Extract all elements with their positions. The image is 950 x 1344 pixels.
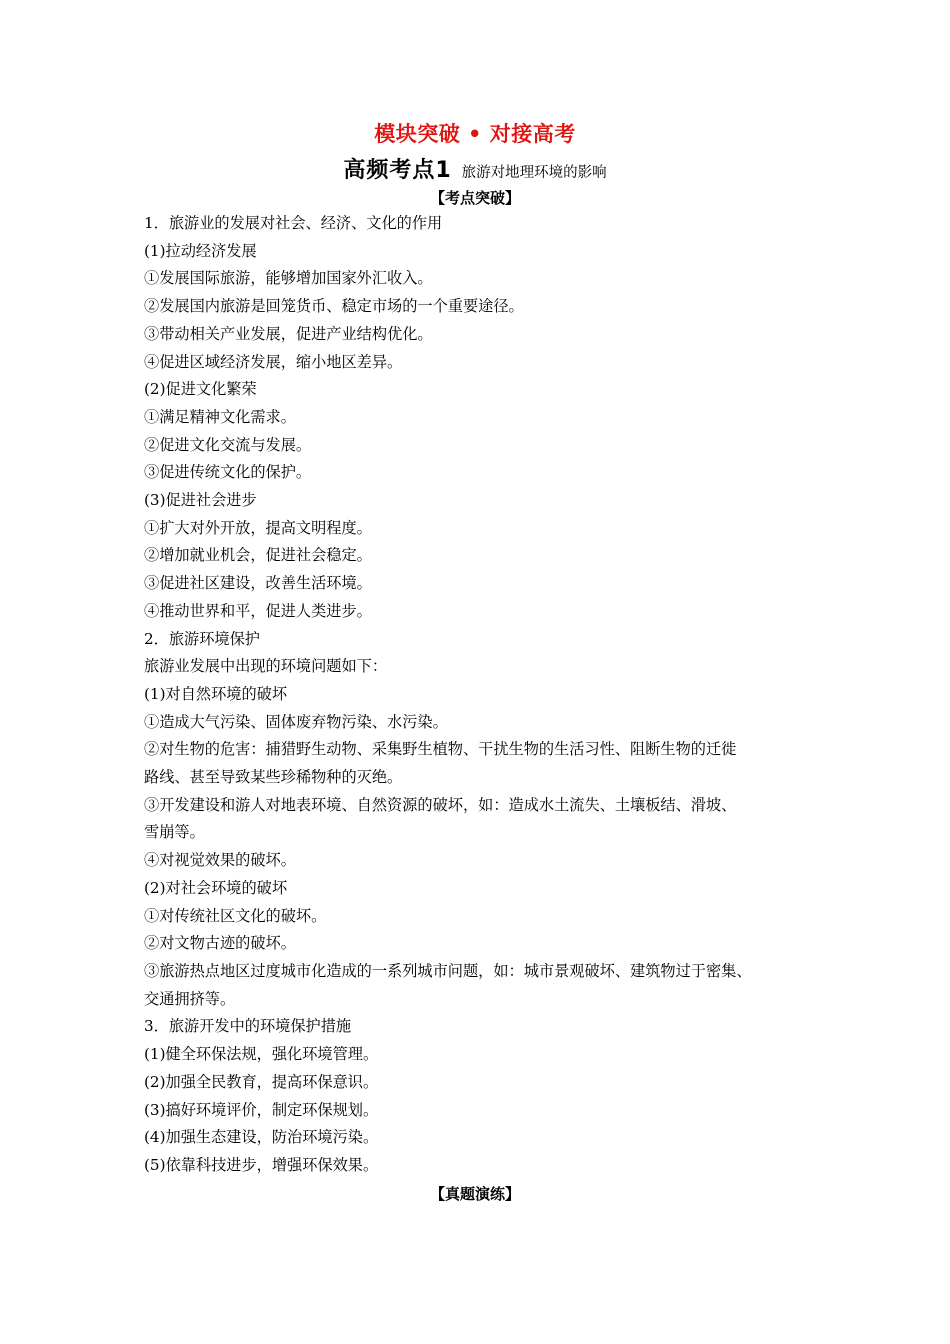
topic-label: 高频考点1	[343, 158, 452, 183]
text-line: (2)对社会环境的破坏	[144, 878, 288, 897]
text-line: 雪崩等。	[144, 823, 205, 842]
section-heading-exam-practice: 【真题演练】	[429, 1185, 520, 1203]
text-line: ①满足精神文化需求。	[144, 407, 296, 426]
text-line: ②增加就业机会，促进社会稳定。	[144, 546, 372, 565]
text-line: 旅游业发展中出现的环境问题如下：	[144, 657, 387, 676]
text-line: ②发展国内旅游是回笼货币、稳定市场的一个重要途径。	[144, 297, 524, 316]
text-line: ④对视觉效果的破坏。	[144, 851, 296, 870]
text-line: ①造成大气污染、固体废弃物污染、水污染。	[144, 712, 448, 731]
text-line: ③开发建设和游人对地表环境、自然资源的破坏，如：造成水土流失、土壤板结、滑坡、	[144, 795, 737, 814]
section-heading-breakthrough: 【考点突破】	[429, 189, 520, 207]
text-line: (1)对自然环境的破坏	[144, 684, 288, 703]
topic-subtitle: 旅游对地理环境的影响	[461, 165, 607, 181]
text-line: ③促进传统文化的保护。	[144, 463, 312, 482]
text-line: 2．旅游环境保护	[144, 629, 260, 648]
text-line: (2)加强全民教育，提高环保意识。	[144, 1072, 379, 1091]
text-line: (3)促进社会进步	[144, 491, 257, 510]
text-line: (1)拉动经济发展	[144, 241, 257, 260]
text-line: ③带动相关产业发展，促进产业结构优化。	[144, 324, 433, 343]
text-line: (5)依靠科技进步，增强环保效果。	[144, 1155, 379, 1174]
text-line: ①对传统社区文化的破坏。	[144, 906, 327, 925]
text-line: 1．旅游业的发展对社会、经济、文化的作用	[144, 214, 443, 232]
text-line: ①扩大对外开放，提高文明程度。	[144, 518, 372, 537]
text-line: ②促进文化交流与发展。	[144, 435, 312, 454]
text-line: ②对生物的危害：捕猎野生动物、采集野生植物、干扰生物的生活习性、阻断生物的迁徙	[144, 740, 737, 759]
text-line: (1)健全环保法规，强化环境管理。	[144, 1045, 379, 1064]
content-body	[144, 210, 834, 1180]
text-line: ③促进社区建设，改善生活环境。	[144, 574, 372, 593]
page-title: 模块突破 • 对接高考	[374, 122, 576, 146]
text-line: ④促进区域经济发展，缩小地区差异。	[144, 352, 403, 371]
text-line: (2)促进文化繁荣	[144, 380, 257, 399]
text-line: ③旅游热点地区过度城市化造成的一系列城市问题，如：城市景观破坏、建筑物过于密集、	[144, 961, 752, 980]
text-line: 交通拥挤等。	[144, 989, 236, 1008]
text-line: 路线、甚至导致某些珍稀物种的灭绝。	[144, 768, 403, 787]
text-line: (3)搞好环境评价，制定环保规划。	[144, 1100, 379, 1119]
text-line: ①发展国际旅游，能够增加国家外汇收入。	[144, 269, 433, 288]
text-line: 3．旅游开发中的环境保护措施	[144, 1017, 352, 1036]
text-line: (4)加强生态建设，防治环境污染。	[144, 1128, 379, 1147]
text-line: ④推动世界和平，促进人类进步。	[144, 601, 372, 620]
text-line: ②对文物古迹的破坏。	[144, 934, 296, 953]
